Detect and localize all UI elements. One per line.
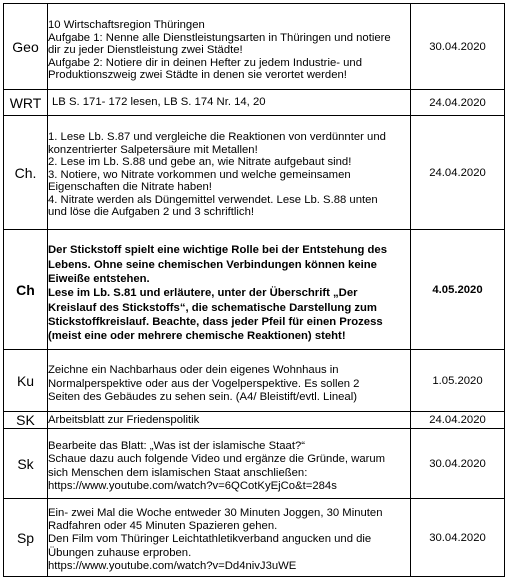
- task-line: Normalperspektive oder aus der Vogelperspektive. Es sollen 2: [48, 377, 360, 390]
- table-row: [4, 350, 505, 412]
- table-row: [4, 230, 505, 350]
- task-line: Übungen zuhause erproben.: [48, 546, 192, 559]
- task-line: konzentrierter Salpetersäure mit Metallen!: [48, 143, 258, 156]
- table-row: [4, 429, 505, 499]
- table-row: [4, 4, 505, 90]
- task-cell: [48, 429, 411, 499]
- subject-cell: Ch: [4, 230, 48, 350]
- task-line: Der Stickstoff spielt eine wichtige Rolle bei der Entstehung des: [48, 244, 387, 257]
- task-cell: [48, 116, 411, 230]
- task-line: Arbeitsblatt zur Friedenspolitik: [48, 413, 200, 426]
- task-line: Lese im Lb. S.81 und erläutere, unter der Überschrift „Der: [48, 287, 358, 300]
- task-line: Eiweiße entstehen.: [48, 273, 150, 286]
- task-line: Den Film vom Thüringer Leichtathletikverband angucken und die: [48, 533, 372, 546]
- subject-cell: Geo: [4, 4, 48, 90]
- task-line: 4. Nitrate werden als Düngemittel verwendet. Lese Lb. S.88 unten: [48, 193, 378, 206]
- date-cell: 30.04.2020: [411, 499, 505, 577]
- task-line: Kreislauf des Stickstoffs“, die schematische Darstellung zum: [48, 301, 377, 314]
- task-line: 2. Lese im Lb. S.88 und gebe an, wie Nitrate aufgebaut sind!: [48, 156, 352, 169]
- task-line: Bearbeite das Blatt: „Was ist der islamische Staat?“: [48, 439, 306, 452]
- task-line: 1. Lese Lb. S.87 und vergleiche die Reaktionen von verdünnter und: [48, 130, 386, 143]
- task-cell: [48, 350, 411, 412]
- date-cell: 24.04.2020: [411, 116, 505, 230]
- task-line: dir zu jeder Dienstleistung zwei Städte!: [48, 44, 243, 57]
- subject-cell: Sk: [4, 429, 48, 499]
- task-line: Produktionszweig zwei Städte in denen sie verortet werden!: [48, 69, 347, 82]
- task-line: Stickstoffkreislauf. Beachte, dass jeder Pfeil für einen Prozess: [48, 315, 383, 328]
- date-cell: 4.05.2020: [411, 230, 505, 350]
- task-cell: [48, 412, 411, 429]
- task-line: Aufgabe 1: Nenne alle Dienstleistungsarten in Thüringen und notiere: [48, 31, 391, 44]
- task-line: Eigenschaften die Nitrate haben!: [48, 181, 212, 194]
- youtube-link[interactable]: https://www.youtube.com/watch?v=6QCotKyEjCo&t=284s: [48, 479, 337, 492]
- table-row: [4, 116, 505, 230]
- subject-cell: WRT: [4, 90, 48, 116]
- task-line: Radfahren oder 45 Minuten Spazieren gehen.: [48, 520, 278, 533]
- task-line: Zeichne ein Nachbarhaus oder dein eigenes Wohnhaus in: [48, 364, 339, 377]
- date-cell: 30.04.2020: [411, 429, 505, 499]
- date-cell: 24.04.2020: [411, 90, 505, 116]
- table-row: [4, 90, 505, 116]
- table-row: [4, 499, 505, 577]
- task-line: und löse die Aufgaben 2 und 3 schriftlich!: [48, 206, 254, 219]
- subject-cell: Ch.: [4, 116, 48, 230]
- task-cell: [48, 499, 411, 577]
- task-line: Seiten des Gebäudes zu sehen sein. (A4/ Bleistift/evtl. Lineal): [48, 391, 357, 404]
- task-cell: [48, 4, 411, 90]
- subject-cell: Sp: [4, 499, 48, 577]
- task-line: Schaue dazu auch folgende Video und ergänze die Gründe, warum: [48, 453, 386, 466]
- task-cell: [48, 230, 411, 350]
- task-line: Aufgabe 2: Notiere dir in deinen Hefter zu jedem Industrie- und: [48, 56, 362, 69]
- task-line: Lebens. Ohne seine chemischen Verbindungen können keine: [48, 258, 377, 271]
- date-cell: 30.04.2020: [411, 4, 505, 90]
- task-line: Ein- zwei Mal die Woche entweder 30 Minuten Joggen, 30 Minuten: [48, 506, 383, 519]
- table-row: [4, 412, 505, 429]
- task-line: sich Menschen dem islamischen Staat anschließen:: [48, 466, 308, 479]
- task-cell: [48, 90, 411, 116]
- date-cell: 1.05.2020: [411, 350, 505, 412]
- youtube-link[interactable]: https://www.youtube.com/watch?v=Dd4nivJ3uWE: [48, 559, 297, 572]
- task-line: 3. Notiere, wo Nitrate vorkommen und welche gemeinsamen: [48, 168, 351, 181]
- subject-cell: SK: [4, 412, 48, 429]
- task-line: 10 Wirtschaftsregion Thüringen: [48, 19, 205, 32]
- task-line: LB S. 171- 172 lesen, LB S. 174 Nr. 14, 20: [52, 96, 266, 109]
- assignment-table: [3, 3, 505, 577]
- date-cell: 24.04.2020: [411, 412, 505, 429]
- task-line: (meist eine oder mehrere chemische Reaktionen) steht!: [48, 330, 346, 343]
- subject-cell: Ku: [4, 350, 48, 412]
